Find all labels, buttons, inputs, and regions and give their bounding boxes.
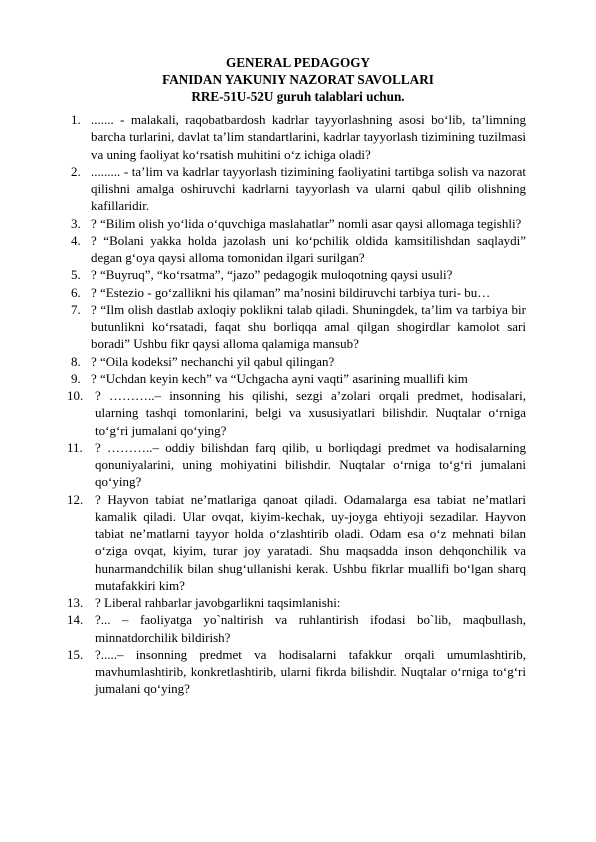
question-item-3: [71, 215, 526, 232]
question-item-11: [67, 439, 526, 491]
question-number: 8.: [71, 353, 81, 369]
question-text: ? Liberal rahbarlar javobgarlikni taqsimlanishi:: [95, 595, 341, 610]
question-number: 13.: [67, 595, 84, 610]
question-number: 4.: [71, 232, 81, 248]
question-item-14: [67, 611, 526, 646]
question-number: 5.: [71, 267, 81, 283]
question-text: ? “Ilm olish dastlab axloqiy poklikni talab qiladi. Shuningdek, ta’lim va tarbiya bir butunlikni ko‘rsatadi, faqat shu borliqqa amal qilgan shogirdlar kamolot sari boradi” Ushbu fikr qaysi alloma qalamiga mansub?: [91, 301, 526, 352]
question-item-6: [71, 284, 526, 301]
question-item-7: [71, 301, 526, 353]
document-header: [0, 54, 596, 105]
question-text: ....... - malakali, raqobatbardosh kadrlar tayyorlashning asosi bo‘lib, ta’limning barcha turlarini, davlat ta’lim standartlarini, kadrlar tayyorlash tizimining tuzilmasi va uning faoliyat ko‘rsatish muhitini o‘z ichiga oladi?: [91, 112, 526, 162]
header-group: RRE-51U-52U guruh talablari uchun.: [191, 89, 405, 104]
question-item-12: [67, 491, 526, 595]
question-item-8: [71, 353, 526, 370]
question-item-1: [71, 111, 526, 163]
question-item-9: [71, 370, 526, 387]
question-text: ? “Uchdan keyin kech” va “Uchgacha ayni vaqti” asarining muallifi kim: [91, 370, 468, 386]
question-text: ? “Estezio - go‘zallikni his qilaman” ma’nosini bildiruvchi tarbiya turi- bu…: [91, 284, 491, 300]
question-text: ?.....– insonning predmet va hodisalarni tafakkur orqali umumlashtirib, mavhumlashtirib, konkretlashtirib, ularni fikrda bilishdir. Nuqtalar o‘rniga to‘g‘ri jumalani qo‘ying?: [95, 646, 526, 697]
question-text: ? “Buyruq”, “ko‘rsatma”, “jazo” pedagogik muloqotning qaysi usuli?: [91, 267, 453, 283]
question-number: 10.: [67, 388, 84, 403]
header-subject: GENERAL PEDAGOGY: [226, 55, 370, 70]
question-item-13: [67, 594, 526, 611]
question-number: 7.: [71, 301, 81, 317]
question-text: ......... - ta’lim va kadrlar tayyorlash tizimining faoliyatini tartibga solish va nazorat qilishni amalga oshiruvchi kadrlarni tayyorlash va ularni qabul qilib olishning kafillaridir.: [91, 163, 526, 214]
question-item-5: [71, 266, 526, 283]
question-text: ? ………..– insonning his qilishi, sezgi a’zolari orqali predmet, hodisalari, ularning tashqi tomonlarini, belgi va xususiyatlari bilishdir. Nuqtalar o‘rniga to‘g‘ri jumalani qo‘ying?: [95, 388, 526, 438]
question-number: 12.: [67, 491, 84, 507]
question-number: 15.: [67, 646, 84, 662]
question-number: 11.: [67, 439, 83, 455]
question-item-2: [71, 163, 526, 215]
question-text: ? “Oila kodeksi” nechanchi yil qabul qilingan?: [91, 353, 335, 369]
question-number: 14.: [67, 612, 84, 628]
question-number: 3.: [71, 215, 81, 231]
question-item-4: [71, 232, 526, 267]
question-text: ? “Bolani yakka holda jazolash uni ko‘pchilik oldida kamsitilishdan saqlaydi” degan g‘oya qaysi alloma tomonidan ilgari surilgan?: [91, 232, 526, 265]
question-number: 1.: [71, 112, 81, 127]
question-item-15: [67, 646, 526, 698]
question-list: [67, 111, 526, 698]
question-number: 9.: [71, 370, 81, 386]
question-number: 2.: [71, 163, 81, 179]
question-item-10: [67, 387, 526, 439]
question-text: ?... – faoliyatga yo`naltirish va ruhlantirish ifodasi bo`lib, maqbullash, minnatdorchilik bildirish?: [95, 612, 526, 645]
header-exam-title: FANIDAN YAKUNIY NAZORAT SAVOLLARI: [162, 72, 434, 87]
question-text: ? “Bilim olish yo‘lida o‘quvchiga maslahatlar” nomli asar qaysi allomaga tegishli?: [91, 215, 522, 231]
question-text: ? ………..– oddiy bilishdan farq qilib, u borliqdagi predmet va hodisalarning qonuniyalarini, uning mohiyatini bilishdir. Nuqtalar o‘rniga to‘g‘ri jumalani qo‘ying?: [95, 439, 526, 490]
question-text: ? Hayvon tabiat ne’matlariga qanoat qiladi. Odamalarga esa tabiat ne’matlari kamalik qiladi. Ular ovqat, kiyim-kechak, uy-joyga ehtiyoji sezadilar. Hayvon tabiat ne’matlarni tayyor holda o‘zlashtirib oladi. Odam esa o‘z mehnati bilan o‘ziga ovqat, kiyim, turar joy yaratadi. Shu maqsadda inson dehqonchilik va hunarmandchilik bilan shug‘ullanishi kerak. Ushbu fikrlar muallifi bo‘lgan sharq mutafakkiri kim?: [95, 491, 526, 593]
question-number: 6.: [71, 284, 81, 300]
